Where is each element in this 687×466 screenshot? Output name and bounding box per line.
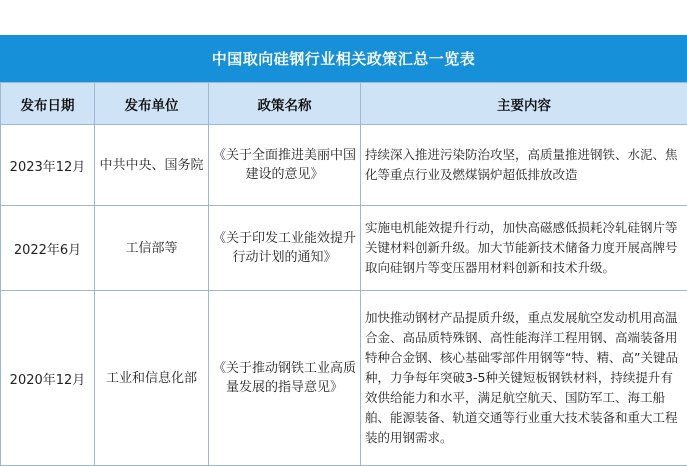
policy-table [0,82,687,466]
table-row [1,291,687,466]
cell-org: 工信部等 [95,206,209,291]
cell-policy: 《关于全面推进美丽中国建设的意见》 [209,125,361,206]
cell-policy: 《关于推动钢铁工业高质量发展的指导意见》 [209,291,361,466]
column-header-date: 发布日期 [1,83,95,125]
table-row [1,206,687,291]
column-header-policy: 政策名称 [209,83,361,125]
cell-content: 实施电机能效提升行动，加快高磁感低损耗冷轧硅钢片等关键材料创新升级。加大节能新技术储备力度开展高牌号取向硅钢片等变压器用材料创新和技术升级。 [361,206,687,291]
cell-date: 2023年12月 [1,125,95,206]
column-header-org: 发布单位 [95,83,209,125]
cell-org: 工业和信息化部 [95,291,209,466]
cell-content: 加快推动钢材产品提质升级，重点发展航空发动机用高温合金、高品质特殊钢、高性能海洋工程用钢、高端装备用特种合金钢、核心基础零部件用钢等“特、精、高”关键品种，力争每年突破3-5种关键短板钢铁材料，持续提升有效供给能力和水平，满足航空航天、国防军工、海工船舶、能源装备、轨道交通等行业重大技术装备和重大工程装的用钢需求。 [361,291,687,466]
cell-date: 2022年6月 [1,206,95,291]
cell-policy: 《关于印发工业能效提升行动计划的通知》 [209,206,361,291]
table-header-row [1,83,687,125]
cell-org: 中共中央、国务院 [95,125,209,206]
cell-date: 2020年12月 [1,291,95,466]
column-header-content: 主要内容 [361,83,687,125]
cell-content: 持续深入推进污染防治攻坚，高质量推进钢铁、水泥、焦化等重点行业及燃煤锅炉超低排放改造 [361,125,687,206]
table-row [1,125,687,206]
table-title: 中国取向硅钢行业相关政策汇总一览表 [0,35,687,82]
